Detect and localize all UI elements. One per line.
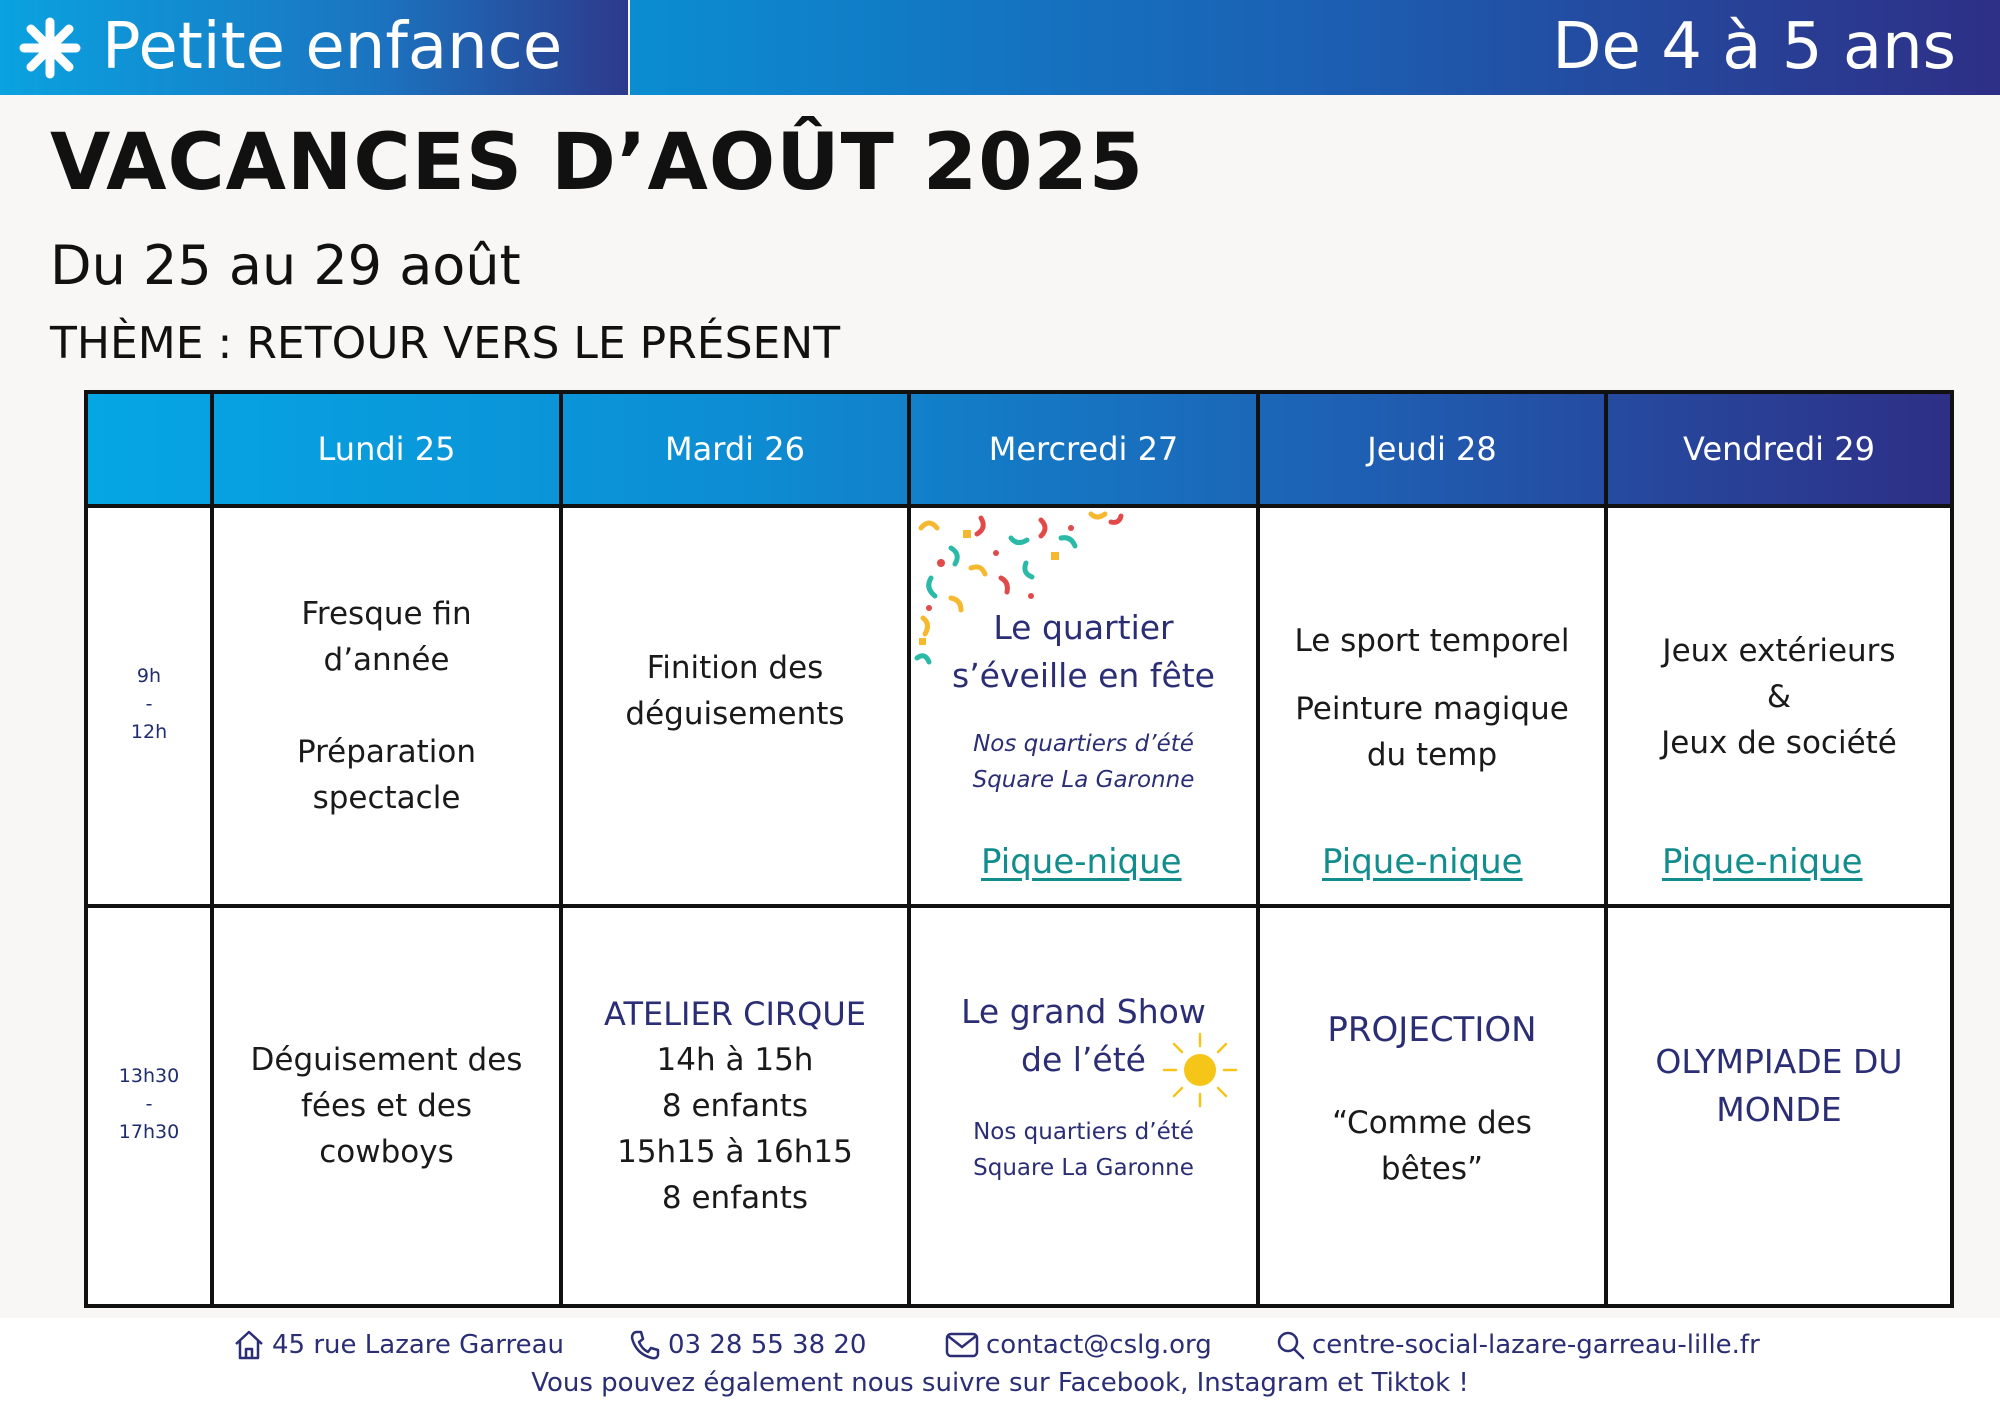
activity-title: Le grand Show [961,992,1206,1031]
phone-icon [628,1328,662,1362]
footer-address [232,1328,564,1362]
home-icon [232,1328,266,1362]
activity-line: 15h15 à 16h15 [617,1134,853,1170]
time-sep: - [145,693,153,715]
activity-line: “Comme des [1332,1105,1532,1141]
activity-cell-fri-am [1608,508,1950,808]
activity-line: Fresque fin [301,596,472,632]
activity-cell-mon-am [214,508,559,904]
activity-line: Le sport temporel [1294,623,1570,659]
activity-cell-tue-pm [563,908,907,1304]
activity-title: PROJECTION [1327,1010,1537,1050]
social-follow-text: Vous pouvez également nous suivre sur Facebook, Instagram et Tiktok ! [531,1368,1469,1398]
activity-line: spectacle [312,780,461,816]
header-category-panel [0,0,630,95]
activity-cell-tue-am [563,508,907,904]
website-text: centre-social-lazare-garreau-lille.fr [1312,1330,1760,1360]
activity-line: cowboys [319,1134,454,1170]
schedule-table [84,390,1954,1308]
activity-line: Peinture magique [1295,691,1569,727]
activity-line: Jeux de société [1661,725,1897,761]
activity-title: OLYMPIADE DU [1655,1042,1903,1081]
activity-cell-mon-pm [214,908,559,1304]
page-title: VACANCES D’AOÛT 2025 [50,118,1145,208]
email-text: contact@cslg.org [986,1330,1212,1360]
category-title: Petite enfance [102,10,563,84]
activity-line: Déguisement des [250,1042,523,1078]
time-end: 12h [130,721,168,743]
time-start: 9h [136,665,162,687]
activity-line: fées et des [300,1088,473,1124]
age-range: De 4 à 5 ans [1552,10,1956,84]
footer [0,1318,2000,1414]
activity-line: 14h à 15h [656,1042,814,1078]
day-header-monday: Lundi 25 [317,430,456,468]
activity-line: du temp [1366,737,1498,773]
activity-line: Finition des [646,650,824,686]
pique-nique-link-fri[interactable]: Pique-nique [1662,842,1863,882]
activity-subtitle: Nos quartiers d’été [973,731,1194,757]
activity-location: Square La Garonne [973,1155,1194,1181]
day-header-friday: Vendredi 29 [1683,430,1875,468]
time-slot-morning [88,662,210,746]
theme-label: THÈME : RETOUR VERS LE PRÉSENT [50,318,841,369]
address-text: 45 rue Lazare Garreau [272,1330,564,1360]
day-header-wednesday: Mercredi 27 [988,430,1179,468]
activity-line: Préparation [296,734,477,770]
date-range: Du 25 au 29 août [50,234,521,297]
activity-cell-thu-pm [1260,908,1604,1304]
mail-icon [944,1328,980,1362]
day-header-tuesday: Mardi 26 [665,430,805,468]
time-start: 13h30 [118,1065,180,1087]
activity-title: Le quartier [993,608,1174,647]
activity-title: MONDE [1716,1090,1842,1129]
star-burst-icon [18,16,82,80]
footer-email[interactable] [944,1328,1212,1362]
search-icon [1276,1328,1306,1362]
activity-line: bêtes” [1380,1151,1484,1187]
activity-line: Jeux extérieurs [1662,633,1896,669]
pique-nique-link-thu[interactable]: Pique-nique [1322,842,1523,882]
activity-line: déguisements [625,696,845,732]
activity-cell-thu-am [1260,508,1604,808]
footer-phone[interactable] [628,1328,866,1362]
activity-title: ATELIER CIRQUE [604,995,866,1033]
activity-subtitle: Nos quartiers d’été [973,1119,1194,1145]
activity-title: de l’été [1021,1040,1146,1079]
time-sep: - [145,1093,153,1115]
activity-location: Square La Garonne [972,767,1195,793]
header-band [0,0,2000,95]
activity-line: 8 enfants [661,1088,809,1124]
day-header-thursday: Jeudi 28 [1367,430,1497,468]
time-slot-afternoon [88,1062,210,1146]
activity-title: s’éveille en fête [952,656,1215,695]
activity-cell-wed-am [911,508,1256,808]
time-end: 17h30 [118,1121,180,1143]
footer-website[interactable] [1276,1328,1760,1362]
activity-line: d’année [323,642,450,678]
phone-text: 03 28 55 38 20 [668,1330,867,1360]
activity-cell-fri-pm [1608,908,1950,1304]
pique-nique-link-wed[interactable]: Pique-nique [981,842,1182,882]
activity-line: & [1766,679,1792,715]
activity-line: 8 enfants [661,1180,809,1216]
sun-icon [1160,1030,1240,1110]
